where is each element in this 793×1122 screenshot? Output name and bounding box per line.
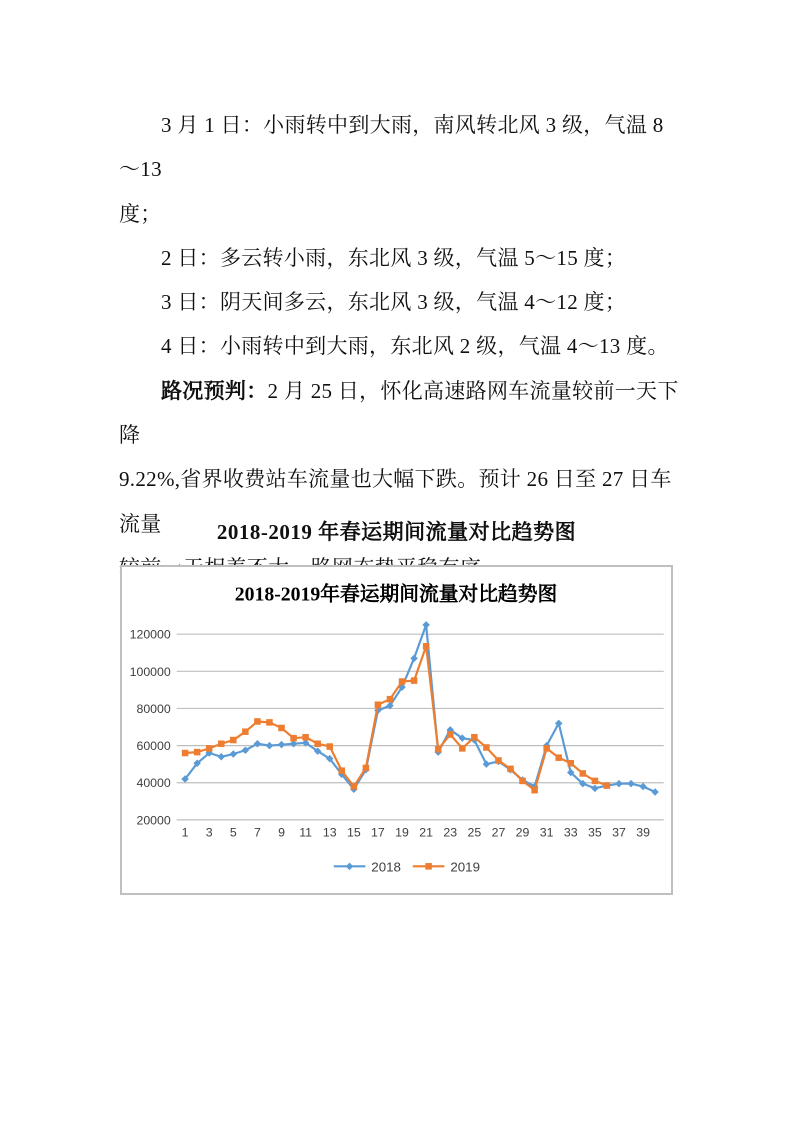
weather-line-3: 3 日：阴天间多云，东北风 3 级，气温 4～12 度；: [161, 290, 627, 315]
x-tick-label: 17: [371, 825, 385, 840]
y-tick-label: 60000: [136, 739, 171, 754]
series-2018-marker: [627, 780, 635, 788]
forecast-line-2: 9.22%,省界收费站车流量也大幅下跌。预计 26 日至 27 日车流量: [119, 467, 672, 536]
y-tick-label: 100000: [129, 664, 171, 679]
weather-line-1: 3 月 1 日：小雨转中到大雨，南风转北风 3 级，气温 8～13: [119, 113, 664, 182]
series-2019-marker: [459, 745, 466, 752]
y-tick-label: 40000: [136, 776, 171, 791]
series-2018-marker: [410, 655, 418, 663]
series-2018-marker: [422, 621, 430, 629]
series-2019-marker: [326, 743, 333, 750]
x-tick-label: 33: [563, 825, 578, 840]
weather-line-4: 4 日：小雨转中到大雨，东北风 2 级，气温 4～13 度。: [161, 334, 669, 359]
x-tick-label: 11: [299, 825, 313, 840]
series-2019-marker: [592, 778, 599, 785]
series-2019-marker: [555, 754, 562, 761]
series-2019-marker: [290, 735, 297, 742]
chart-caption: 2018-2019 年春运期间流量对比趋势图: [216, 520, 577, 544]
series-2019-marker: [278, 725, 285, 732]
series-2018-marker: [651, 788, 659, 796]
series-2018-marker: [591, 785, 599, 793]
series-2019-marker: [230, 737, 237, 744]
chart-title: 2018-2019年春运期间流量对比趋势图: [234, 583, 558, 606]
x-tick-label: 39: [636, 825, 650, 840]
y-tick-label: 120000: [129, 627, 171, 642]
series-2018-marker: [278, 741, 286, 749]
series-2018-marker: [483, 760, 491, 768]
series-2019-marker: [580, 770, 587, 777]
legend-2019-marker: [425, 863, 432, 870]
series-2019-marker: [447, 731, 454, 738]
legend-2018-label: 2018: [371, 859, 401, 875]
legend-2018-marker: [346, 863, 354, 871]
series-2018-marker: [266, 742, 274, 750]
series-2019-marker: [519, 778, 526, 785]
series-2019-marker: [242, 728, 249, 735]
forecast-label: 路况预判：: [161, 378, 268, 403]
series-2019-marker: [363, 765, 370, 772]
x-tick-label: 15: [346, 825, 361, 840]
series-2019-marker: [495, 757, 502, 764]
series-2019-marker: [351, 783, 358, 790]
x-tick-label: 25: [467, 825, 482, 840]
x-tick-label: 9: [278, 825, 285, 840]
series-2019-marker: [435, 746, 442, 753]
series-2019-marker: [314, 740, 321, 747]
series-2019-marker: [399, 678, 406, 685]
forecast-text: 2 月 25 日，怀化高速路网车流量较前一天下降: [119, 378, 679, 448]
x-tick-label: 35: [588, 825, 602, 840]
x-tick-label: 1: [181, 825, 189, 840]
series-2019-marker: [218, 740, 225, 747]
series-2019-marker: [531, 787, 538, 794]
x-tick-label: 13: [322, 825, 337, 840]
series-2019-marker: [411, 677, 418, 684]
series-2019-marker: [182, 750, 189, 757]
series-2019-marker: [375, 701, 382, 708]
x-tick-label: 7: [253, 825, 261, 840]
series-2019-marker: [387, 696, 394, 703]
legend-2019-label: 2019: [450, 859, 480, 875]
series-2019-marker: [266, 719, 273, 726]
x-tick-label: 27: [491, 825, 506, 840]
forecast-line-1: [119, 369, 679, 458]
series-2019-marker: [507, 766, 514, 773]
weather-line-2: 2 日：多云转小雨，东北风 3 级，气温 5～15 度；: [161, 245, 627, 270]
series-2018-marker: [615, 780, 623, 788]
series-2019-marker: [254, 718, 261, 725]
x-tick-label: 29: [515, 825, 530, 840]
x-tick-label: 31: [539, 825, 554, 840]
x-tick-label: 5: [229, 825, 237, 840]
line-chart: [122, 567, 671, 893]
series-2018-marker: [639, 783, 647, 791]
series-2019-line: [185, 646, 607, 790]
x-tick-label: 37: [612, 825, 626, 840]
y-tick-label: 80000: [136, 701, 171, 716]
series-2019-marker: [423, 643, 430, 650]
series-2019-marker: [302, 734, 309, 741]
series-2018-marker: [230, 750, 238, 758]
series-2019-marker: [568, 760, 575, 767]
chart: [120, 565, 673, 895]
series-2019-marker: [543, 745, 550, 752]
x-tick-label: 19: [395, 825, 409, 840]
x-tick-label: 23: [443, 825, 458, 840]
series-2019-marker: [339, 767, 346, 774]
x-tick-label: 3: [205, 825, 213, 840]
x-tick-label: 21: [419, 825, 433, 840]
series-2019-marker: [471, 734, 478, 741]
series-2019-marker: [194, 749, 201, 756]
series-2019-marker: [206, 745, 213, 752]
y-tick-label: 20000: [136, 813, 171, 828]
series-2018-marker: [217, 753, 225, 761]
series-2019-marker: [604, 782, 611, 789]
series-2019-marker: [483, 744, 490, 751]
weather-line-1-cont: 度；: [119, 201, 162, 226]
